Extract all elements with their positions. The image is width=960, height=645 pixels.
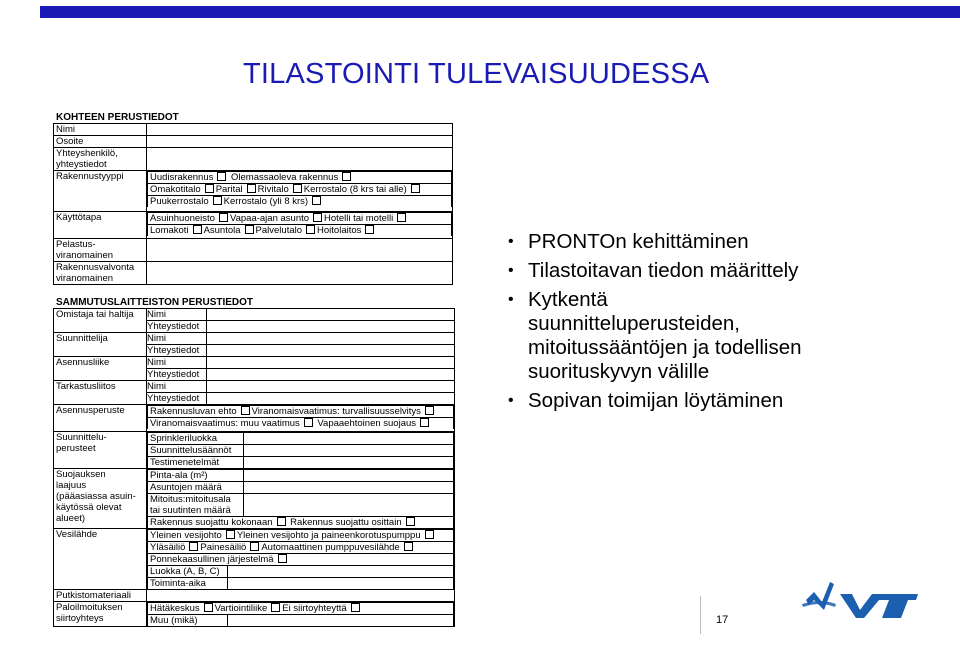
form2-heading: SAMMUTUSLAITTEISTON PERUSTIEDOT xyxy=(56,297,254,308)
form2-row-asennusperuste: Asennusperuste xyxy=(54,405,147,432)
checkbox[interactable] xyxy=(245,225,254,234)
checkbox[interactable] xyxy=(425,530,434,539)
checkbox[interactable] xyxy=(420,418,429,427)
checkbox[interactable] xyxy=(219,213,228,222)
form2-table: Omistaja tai haltija Nimi Yhteystiedot Suunnittelija Nimi Yhteystiedot Asennusliike Nimi Yhteystiedot Tarkastusliitos Nimi Yhteystiedot Asennusperuste Rakennusluvan ehto Viranomaisvaatimus: turvallisuusselvitys Viranomaisvaatimus: muu vaatimus Vapaaehtoinen suojaus Suunnittelu- perusteet Sprinkleriluokka Suunnittelusäännöt Testimenetelmät Suojauksen laajuus (pääasiassa asuin- käytössä olevat alueet) Pinta-ala (m²) Asuntojen määrä Mitoitus:mitoitusala tai suutinten määrä Rakennus suojattu kokonaan Rakennus suojattu osittain Vesilähde Yleinen vesijohto Yleinen vesijohto ja paineenkorotuspumppu Yläsäiliö Painesäiliö Automaattinen pumppuvesilähde Ponnekaasullinen järjestelmä Luokka (A, B, C) Toiminta-aika Putkistomateriaali Paloilmoituksen siirtoyhteys Hätäkeskus Vartiointiliike Ei siirtoyhteyttä Muu (mikä) xyxy=(53,308,455,627)
checkbox[interactable] xyxy=(397,213,406,222)
bullet-item: • Tilastoitavan tiedon määrittely xyxy=(508,259,948,283)
form2-row-paloilmoitus: Paloilmoituksen siirtoyhteys xyxy=(54,602,147,627)
checkbox[interactable] xyxy=(293,184,302,193)
form1-row-yhteys: Yhteyshenkilö, yhteystiedot xyxy=(54,148,147,171)
checkbox[interactable] xyxy=(204,603,213,612)
form1-row-pelastus: Pelastus- viranomainen xyxy=(54,239,147,262)
bullet-item: • Kytkentä suunnitteluperusteiden, mitoitussääntöjen ja todellisen suorituskyvyn välille xyxy=(508,288,948,384)
form2-row-asennusliike: Asennusliike xyxy=(54,357,147,381)
form2-row-putkisto: Putkistomateriaali xyxy=(54,590,147,602)
logo-text: VTT xyxy=(800,574,802,575)
footer-divider xyxy=(700,596,701,634)
checkbox[interactable] xyxy=(189,542,198,551)
bullet-item: • Sopivan toimijan löytäminen xyxy=(508,389,948,413)
checkbox[interactable] xyxy=(193,225,202,234)
form1-row-rakennustyyppi: Rakennustyyppi xyxy=(54,171,147,212)
checkbox[interactable] xyxy=(277,517,286,526)
checkbox[interactable] xyxy=(306,225,315,234)
checkbox[interactable] xyxy=(205,184,214,193)
checkbox[interactable] xyxy=(312,196,321,205)
form2-row-tarkastus: Tarkastusliitos xyxy=(54,381,147,405)
checkbox[interactable] xyxy=(411,184,420,193)
form2-row-omistaja: Omistaja tai haltija xyxy=(54,309,147,333)
top-bar xyxy=(0,0,960,22)
bullet-list xyxy=(508,230,948,418)
checkbox[interactable] xyxy=(406,517,415,526)
vtt-logo xyxy=(800,574,920,624)
checkbox[interactable] xyxy=(217,172,226,181)
checkbox[interactable] xyxy=(351,603,360,612)
checkbox[interactable] xyxy=(247,184,256,193)
checkbox[interactable] xyxy=(226,530,235,539)
bullet-item: • PRONTOn kehittäminen xyxy=(508,230,948,254)
checkbox[interactable] xyxy=(313,213,322,222)
checkbox[interactable] xyxy=(304,418,313,427)
page-number: 17 xyxy=(716,614,729,626)
form2-row-vesilahde: Vesilähde xyxy=(54,529,147,590)
form2-row-suunnittelija: Suunnittelija xyxy=(54,333,147,357)
checkbox[interactable] xyxy=(365,225,374,234)
top-bar-stripe xyxy=(40,6,960,18)
checkbox[interactable] xyxy=(213,196,222,205)
form1-row-kayttotapa: Käyttötapa xyxy=(54,212,147,239)
form1-row-rakvalvonta: Rakennusvalvonta viranomainen xyxy=(54,262,147,285)
checkbox[interactable] xyxy=(278,554,287,563)
form1-row-osoite: Osoite xyxy=(54,136,147,148)
form2-row-suojauksen: Suojauksen laajuus (pääasiassa asuin- käytössä olevat alueet) xyxy=(54,469,147,529)
checkbox[interactable] xyxy=(241,406,250,415)
form2-row-suunnittelu: Suunnittelu- perusteet xyxy=(54,432,147,469)
form1-table: Nimi Osoite Yhteyshenkilö, yhteystiedot Rakennustyyppi Uudisrakennus Olemassaoleva rakennus Omakotitalo Parital Rivitalo Kerrostalo (8 krs tai alle) Puukerrostalo Kerrostalo (yli 8 krs) Käyttötapa Asuinhuoneisto Vapaa-ajan asunto Hotelli tai motelli Lomakoti Asuntola Palvelutalo Hoitolaitos Pelastus- viranomainen Rakennusvalvonta viranomainen xyxy=(53,123,453,285)
checkbox[interactable] xyxy=(271,603,280,612)
checkbox[interactable] xyxy=(342,172,351,181)
form1-heading: KOHTEEN PERUSTIEDOT xyxy=(56,112,179,123)
checkbox[interactable] xyxy=(425,406,434,415)
checkbox[interactable] xyxy=(404,542,413,551)
checkbox[interactable] xyxy=(250,542,259,551)
form1-row-nimi: Nimi xyxy=(54,124,147,136)
slide-title: TILASTOINTI TULEVAISUUDESSA xyxy=(243,58,710,90)
